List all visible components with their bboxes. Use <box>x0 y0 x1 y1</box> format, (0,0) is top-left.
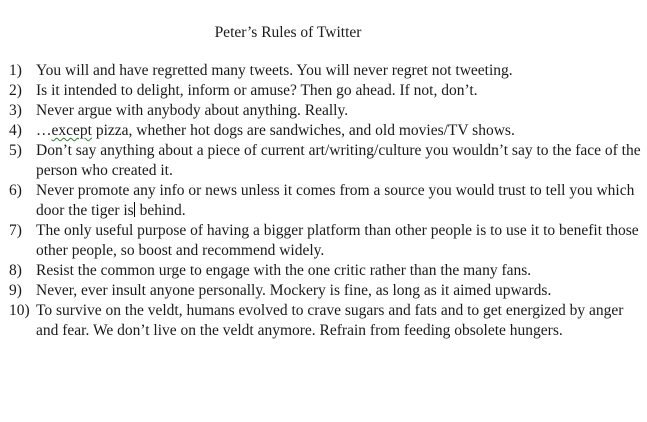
list-item <box>9 261 641 281</box>
list-item <box>9 181 641 221</box>
rule-number: 8) <box>9 262 22 279</box>
rule-number: 7) <box>9 222 22 239</box>
rule-number: 10) <box>9 302 30 319</box>
rule-text[interactable] <box>36 182 634 219</box>
rule-text-before-cursor: Never promote any info or news unless it comes from a source you would trust to tell you which door the tiger is <box>36 182 635 219</box>
rule-text: Is it intended to delight, inform or amuse? Then go ahead. If not, don’t. <box>36 82 478 99</box>
document-title: Peter’s Rules of Twitter <box>214 24 362 41</box>
rule-text: Resist the common urge to engage with the one critic rather than the many fans. <box>36 262 532 279</box>
spellcheck-flagged-word[interactable]: except <box>51 122 92 139</box>
rule-text <box>36 122 515 139</box>
list-item <box>9 141 641 181</box>
list-item <box>9 81 641 101</box>
list-item <box>9 301 641 341</box>
rule-number: 6) <box>9 182 22 199</box>
list-item <box>9 281 641 301</box>
rule-text: Never argue with anybody about anything. Really. <box>36 102 349 119</box>
list-item <box>9 121 641 141</box>
rule-number: 9) <box>9 282 22 299</box>
rule-number: 5) <box>9 142 22 159</box>
rule-number: 4) <box>9 122 22 139</box>
rule-text: To survive on the veldt, humans evolved to crave sugars and fats and to get energized by anger and fear. We don’t live on the veldt anymore. Refrain from feeding obsolete hungers. <box>36 302 624 339</box>
rule-text-rest: pizza, whether hot dogs are sandwiches, and old movies/TV shows. <box>91 122 515 139</box>
list-item <box>9 221 641 261</box>
ellipsis: … <box>36 122 52 139</box>
rule-text: Don’t say anything about a piece of current art/writing/culture you wouldn’t say to the face of the person who created it. <box>36 142 641 179</box>
list-item <box>9 61 641 81</box>
rule-number: 1) <box>9 62 22 79</box>
rules-list <box>9 61 641 341</box>
rule-text: The only useful purpose of having a bigger platform than other people is to use it to benefit those other people, so boost and recommend widely. <box>36 222 639 259</box>
list-item <box>9 101 641 121</box>
rule-number: 2) <box>9 82 22 99</box>
rule-text: You will and have regretted many tweets. You will never regret not tweeting. <box>36 62 513 79</box>
rule-number: 3) <box>9 102 22 119</box>
rule-text: Never, ever insult anyone personally. Mockery is fine, as long as it aimed upwards. <box>36 282 552 299</box>
rule-text-after-cursor: behind. <box>135 202 186 219</box>
